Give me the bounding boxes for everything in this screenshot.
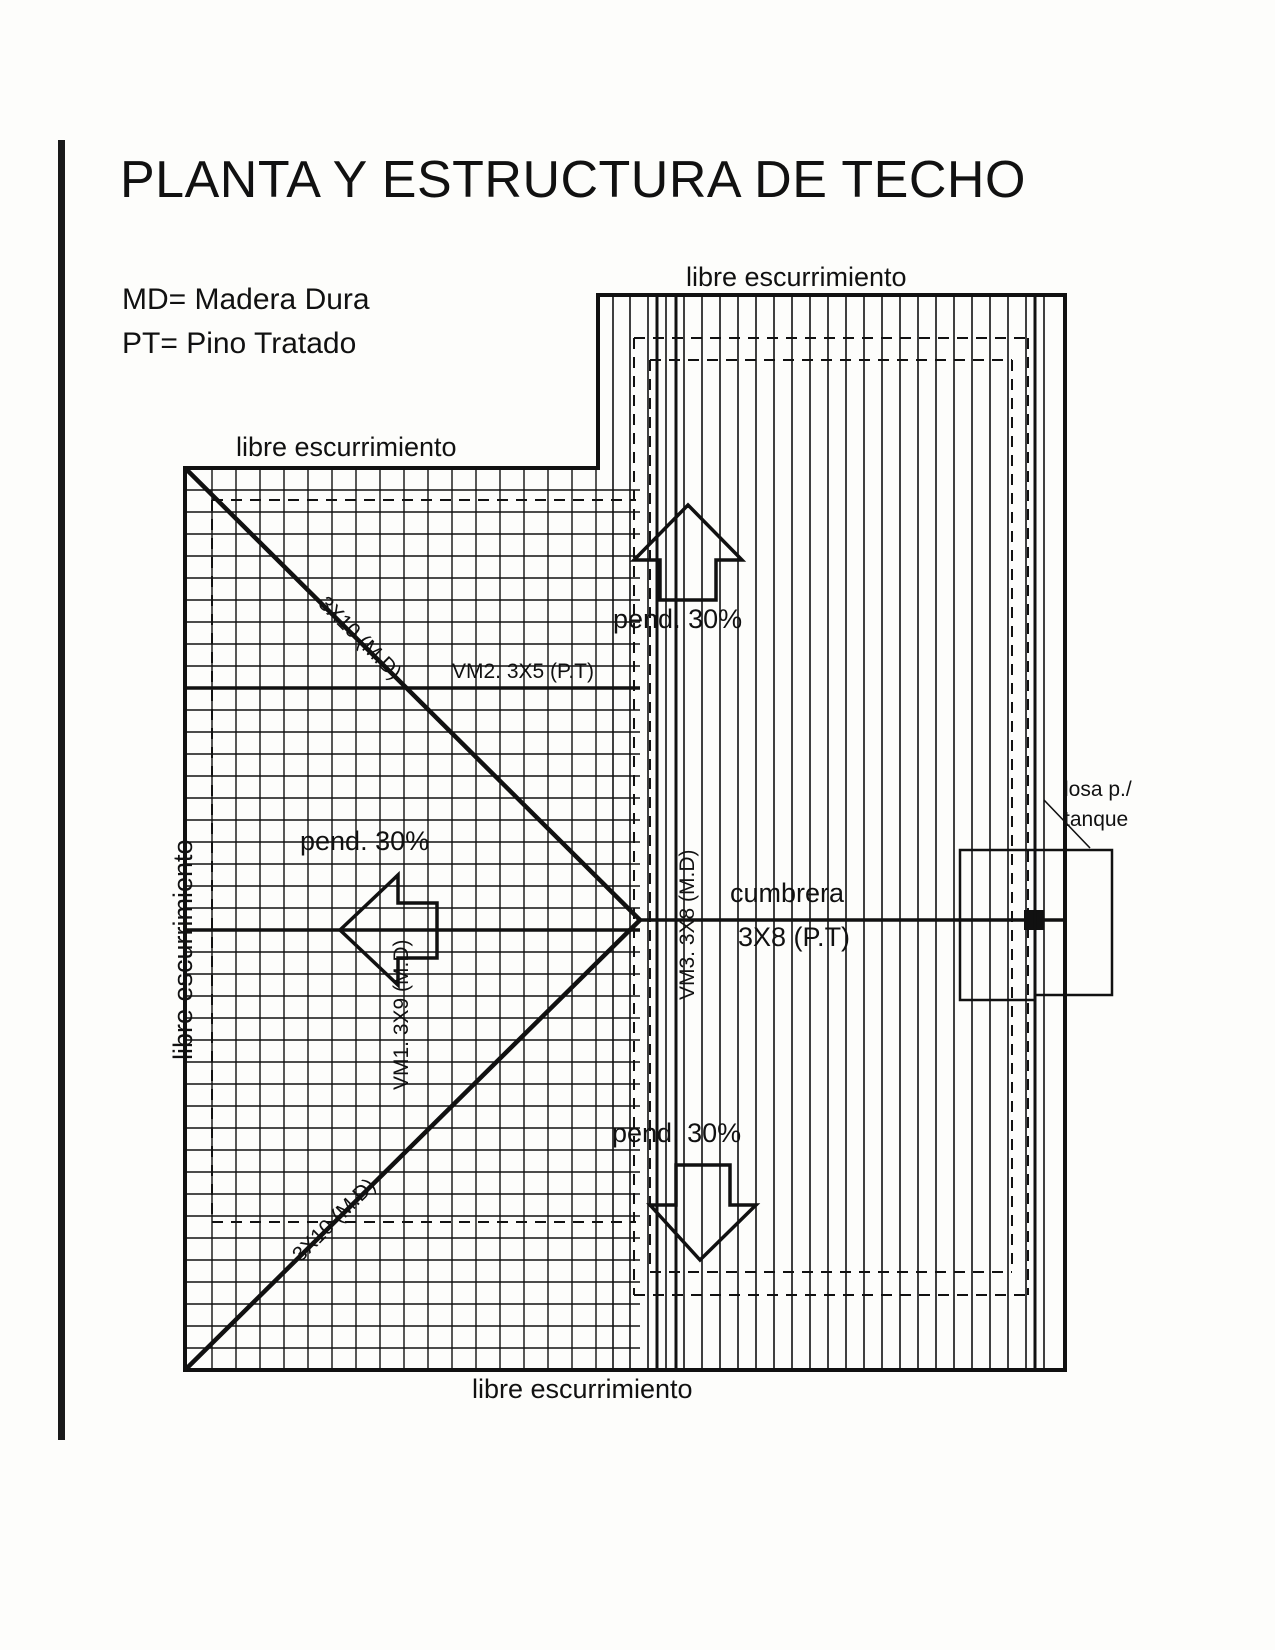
- label-drain-bottom: libre escurrimiento: [472, 1374, 693, 1404]
- label-beam-vm2: VM2. 3X5 (P.T): [452, 660, 594, 683]
- label-drain-top-left: libre escurrimiento: [236, 432, 457, 462]
- left-wing-cross-members: [212, 468, 596, 1370]
- page-title: PLANTA Y ESTRUCTURA DE TECHO: [120, 151, 1026, 209]
- right-wing-rafters: [613, 295, 1044, 1370]
- label-hip-upper: 3X10 (M.D): [313, 592, 406, 685]
- label-hip-lower: 3X10 (M.D): [288, 1174, 381, 1267]
- label-beam-vm3: VM3. 3X8 (M.D): [676, 849, 699, 1000]
- label-drain-left: libre escurrimiento: [168, 839, 198, 1060]
- label-drain-top-right: libre escurrimiento: [686, 262, 907, 292]
- label-slope-down: pend. 30%: [612, 1118, 742, 1148]
- label-ridge-size: 3X8 (P.T): [738, 922, 851, 952]
- label-tank-line1: losa p./: [1064, 778, 1132, 801]
- label-slope-left: pend. 30%: [300, 826, 430, 856]
- legend-line-md: MD= Madera Dura: [122, 283, 370, 316]
- label-ridge-name: cumbrera: [730, 878, 845, 908]
- label-slope-up: pend. 30%: [613, 604, 743, 634]
- label-tank-line2: tanque: [1064, 808, 1129, 831]
- legend-line-pt: PT= Pino Tratado: [122, 326, 357, 360]
- tank-slab: [960, 850, 1112, 1000]
- label-beam-vm1: VM1. 3X9 (M.D): [390, 939, 413, 1090]
- right-wing-dashed-walls: [634, 338, 1028, 1295]
